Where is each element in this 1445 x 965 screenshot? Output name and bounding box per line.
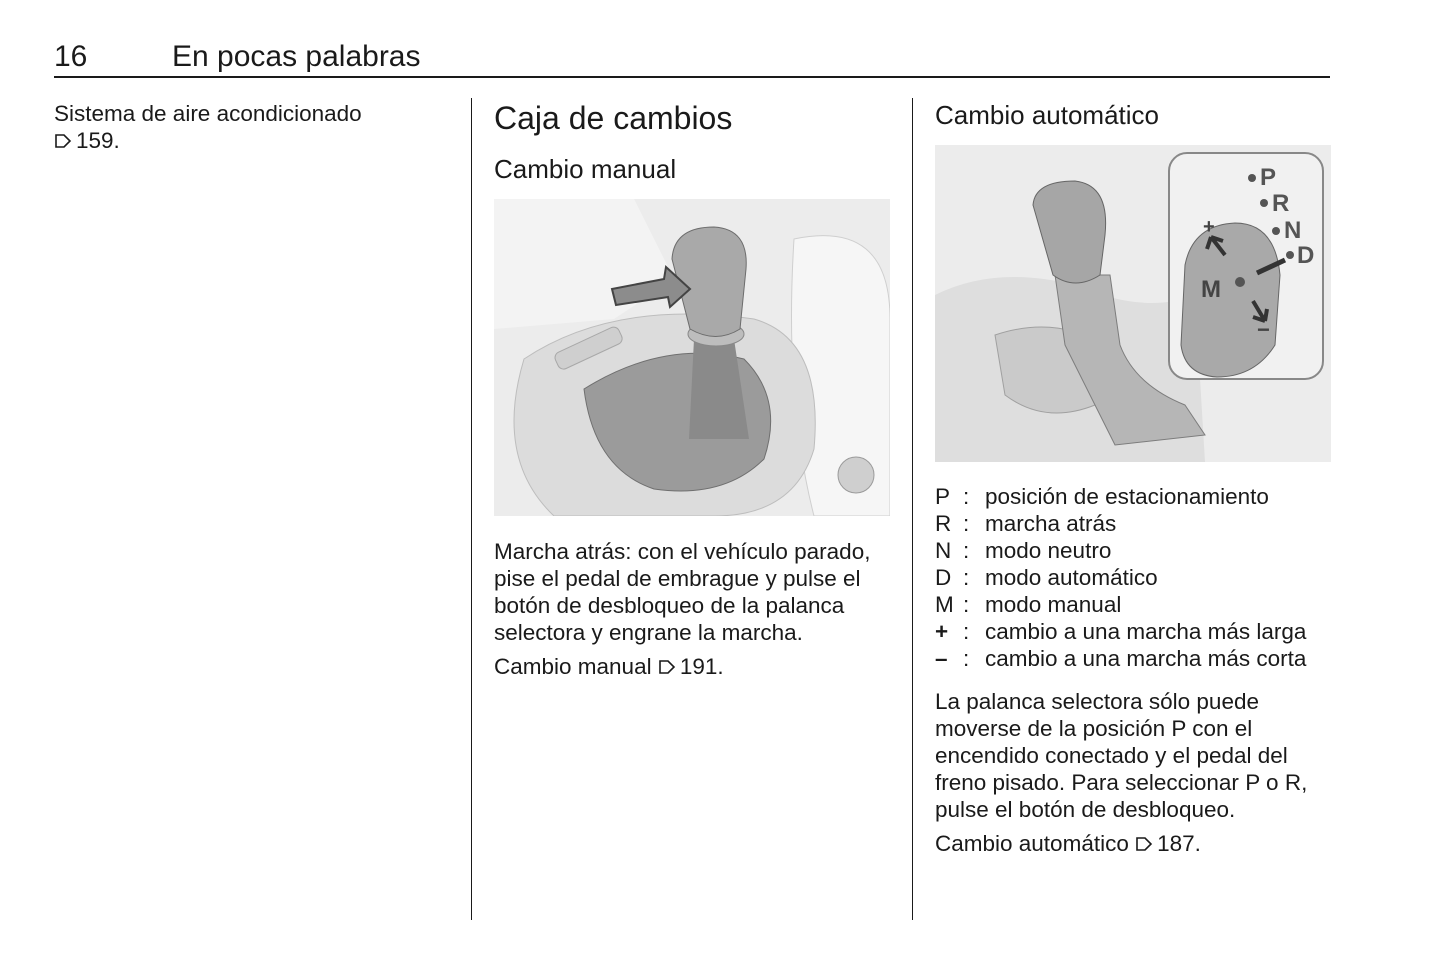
legend-row (935, 618, 1306, 645)
manual-paragraph-line: pise el pedal de embrague y pulse el (494, 566, 861, 591)
legend-row (935, 483, 1306, 510)
text-span: con el (1185, 716, 1253, 741)
text-span: moverse de la posición (935, 716, 1172, 741)
column-divider-2 (912, 98, 913, 920)
manual-ref-page: 191. (679, 654, 724, 679)
manual-gear-figure (494, 199, 890, 516)
figure-label-n: N (1284, 217, 1302, 244)
gear-letter: P (1171, 716, 1186, 741)
automatic-paragraph-line: pulse el botón de desbloqueo. (935, 797, 1236, 822)
automatic-subtitle: Cambio automático (935, 100, 1159, 130)
legend-colon: : (963, 484, 970, 509)
legend-key: + (935, 619, 949, 644)
page-ref-icon (54, 132, 72, 150)
legend-key: M (935, 592, 954, 617)
manual-paragraph-line: Marcha atrás: con el vehículo parado, (494, 539, 871, 564)
section-title: Caja de cambios (494, 100, 733, 136)
automatic-ref[interactable] (935, 830, 1201, 857)
legend-colon: : (963, 646, 970, 671)
legend-row (935, 645, 1306, 672)
legend-colon: : (963, 565, 970, 590)
page-ref-icon (1135, 835, 1153, 853)
gear-letter: P (1245, 770, 1260, 795)
page-number: 16 (54, 40, 88, 73)
legend-key: – (935, 646, 948, 671)
automatic-paragraph (935, 688, 1307, 823)
automatic-paragraph-line (935, 715, 1307, 742)
figure-label-minus: − (1257, 317, 1270, 342)
legend-colon: : (963, 619, 970, 644)
manual-ref-text: Cambio manual (494, 654, 652, 679)
legend-row (935, 564, 1306, 591)
page-ref-icon (658, 658, 676, 676)
legend-colon: : (963, 538, 970, 563)
aircon-text: Sistema de aire acondicionado (54, 101, 362, 126)
gear-legend (935, 483, 1306, 672)
legend-text: modo manual (985, 592, 1122, 617)
manual-paragraph-line: botón de desbloqueo de la palanca (494, 593, 845, 618)
aircon-ref[interactable] (54, 127, 362, 154)
legend-key: P (935, 484, 951, 509)
manual-paragraph (494, 538, 870, 646)
automatic-paragraph-line (935, 769, 1307, 796)
legend-row (935, 510, 1306, 537)
text-span: freno pisado. Para seleccionar (935, 770, 1246, 795)
manual-ref[interactable] (494, 653, 724, 680)
legend-text: modo automático (985, 565, 1158, 590)
figure-label-m: M (1201, 276, 1221, 303)
legend-key: D (935, 565, 952, 590)
text-span: o (1259, 770, 1285, 795)
legend-text: cambio a una marcha más larga (985, 619, 1307, 644)
header-rule (54, 76, 1330, 78)
figure-label-r: R (1272, 190, 1290, 217)
manual-subtitle: Cambio manual (494, 154, 677, 184)
automatic-gear-figure (935, 145, 1331, 462)
legend-key: N (935, 538, 952, 563)
automatic-paragraph-line: La palanca selectora sólo puede (935, 689, 1259, 714)
legend-text: cambio a una marcha más corta (985, 646, 1307, 671)
legend-colon: : (963, 592, 970, 617)
column-1 (54, 100, 362, 154)
figure-label-plus: + (1203, 216, 1215, 238)
legend-text: marcha atrás (985, 511, 1117, 536)
legend-key: R (935, 511, 952, 536)
legend-text: posición de estacionamiento (985, 484, 1269, 509)
automatic-ref-text: Cambio automático (935, 831, 1129, 856)
legend-text: modo neutro (985, 538, 1112, 563)
legend-row (935, 537, 1306, 564)
manual-paragraph-line: selectora y engrane la marcha. (494, 620, 803, 645)
text-span: , (1301, 770, 1308, 795)
column-divider-1 (471, 98, 472, 920)
figure-label-p: P (1260, 164, 1277, 191)
page-header-title: En pocas palabras (172, 40, 421, 73)
legend-colon: : (963, 511, 970, 536)
figure-label-d: D (1297, 242, 1315, 269)
automatic-ref-page: 187. (1157, 831, 1201, 856)
aircon-ref-page: 159. (76, 128, 120, 153)
gear-letter: R (1284, 770, 1302, 795)
automatic-paragraph-line: encendido conectado y el pedal del (935, 743, 1288, 768)
legend-row (935, 591, 1306, 618)
